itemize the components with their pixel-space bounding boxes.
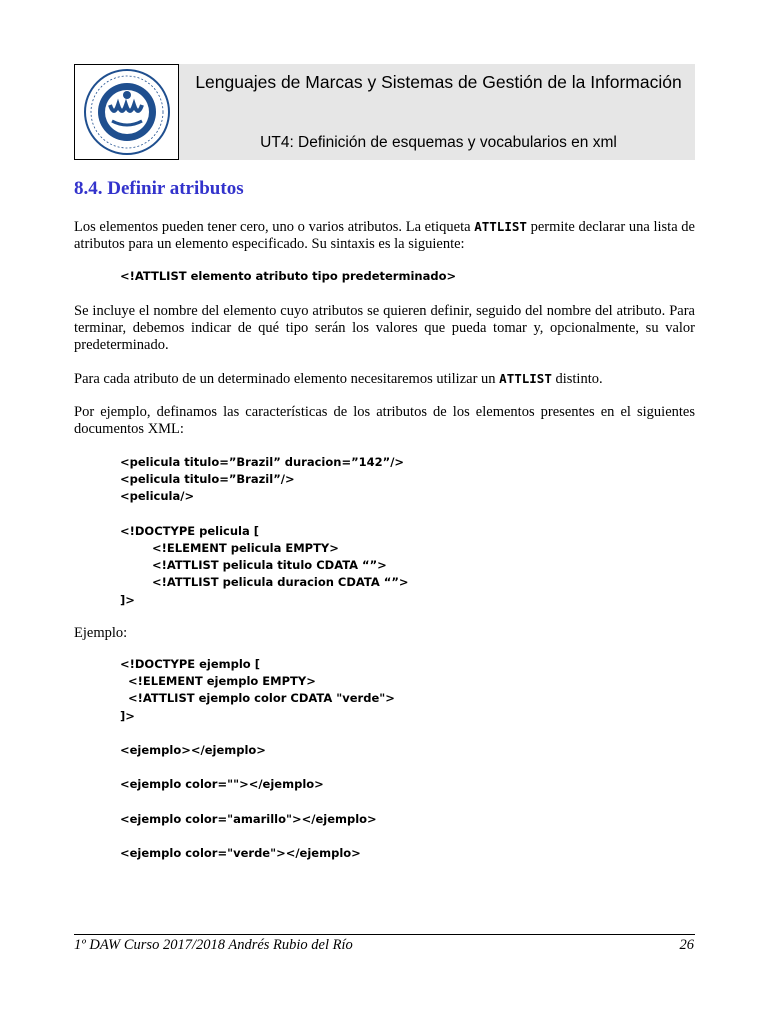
page-header <box>74 64 695 160</box>
paragraph-example-intro: Por ejemplo, definamos las características de los atributos de los elementos presentes en el siguientes documentos XML: <box>74 404 695 437</box>
paragraph-explanation: Se incluye el nombre del elemento cuyo atributos se quieren definir, seguido del nombre del atributo. Para terminar, debemos indicar de qué tipo serán los valores que pueda tomar y, opcionalmente, su valor predeterminado. <box>74 303 695 353</box>
code-example-pelicula: <pelicula titulo=”Brazil” duracion=”142”/> <pelicula titulo=”Brazil”/> <pelicula/> <!DOCTYPE pelicula [ <!ELEMENT pelicula EMPTY> <!ATTLIST pelicula titulo CDATA “”> <!ATTLIST pelicula duracion CDATA “”> ]> <box>120 455 409 607</box>
paragraph-text: Los elementos pueden tener cero, uno o varios atributos. La etiqueta <box>74 219 475 235</box>
logo-frame <box>74 64 179 160</box>
unit-title: UT4: Definición de esquemas y vocabularios en xml <box>260 134 617 151</box>
document-title: Lenguajes de Marcas y Sistemas de Gestión de la Información <box>195 72 682 92</box>
section-title: 8.4. Definir atributos <box>74 178 244 199</box>
paragraph-ejemplo-label: Ejemplo: <box>74 625 128 641</box>
paragraph-attlist-each <box>74 370 695 388</box>
school-seal-icon <box>78 67 176 157</box>
code-syntax: <!ATTLIST elemento atributo tipo predeterminado> <box>120 269 457 283</box>
paragraph-text: permite declarar una lista de atributos para un elemento especificado. Su sintaxis es la siguiente: <box>74 219 695 252</box>
paragraph-intro <box>74 218 695 253</box>
paragraph-text: distinto. <box>551 371 603 387</box>
page-number: 26 <box>679 937 694 953</box>
paragraph-text: Para cada atributo de un determinado elemento necesitaremos utilizar un <box>74 371 500 387</box>
code-example-ejemplo: <!DOCTYPE ejemplo [ <!ELEMENT ejemplo EMPTY> <!ATTLIST ejemplo color CDATA "verde"> ]> <ejemplo></ejemplo> <ejemplo color=""></ejemplo> <ejemplo color="amarillo"></ejemplo> <ejemplo color="verde"></ejemplo> <box>120 657 395 861</box>
keyword-attlist: ATTLIST <box>474 219 527 234</box>
keyword-attlist: ATTLIST <box>499 371 552 386</box>
footer-divider <box>74 934 695 935</box>
footer-course: 1º DAW Curso 2017/2018 Andrés Rubio del Río <box>74 937 353 953</box>
